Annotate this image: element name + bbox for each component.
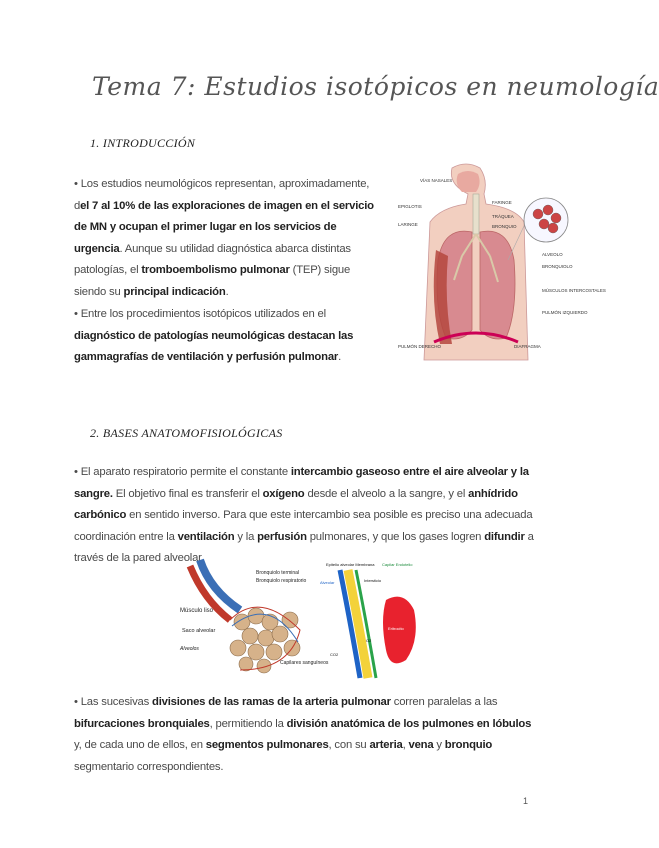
respiratory-system-illustration bbox=[396, 160, 606, 360]
svg-text:ALVEOLO: ALVEOLO bbox=[542, 252, 563, 257]
page-number: 1 bbox=[522, 796, 528, 806]
svg-text:Alveolar: Alveolar bbox=[320, 580, 335, 585]
svg-text:Bronquiolo terminal: Bronquiolo terminal bbox=[256, 570, 300, 576]
paragraph-intro-2: • Entre los procedimientos isotópicos utilizados en el diagnóstico de patologías neumológicas destacan las gammagrafías de ventilación y perfusión pulmonar. bbox=[74, 308, 354, 363]
alveoli-illustration bbox=[180, 560, 340, 678]
svg-text:Músculo liso: Músculo liso bbox=[180, 608, 214, 614]
svg-text:CO2: CO2 bbox=[330, 652, 339, 657]
svg-text:TRÁQUEA: TRÁQUEA bbox=[492, 214, 514, 219]
paragraph-intro-1: • Los estudios neumológicos representan, aproximadamente, del 7 al 10% de las exploraciones de imagen en el servicio de MN y ocupan el primer lugar en los servicios de urgencia. Aunque su utilidad diagnóstica abarca distintas patologías, el tromboembolismo pulmonar (TEP) sigue siendo su principal indicación. bbox=[74, 178, 374, 298]
svg-text:O2: O2 bbox=[366, 638, 372, 643]
svg-text:Saco alveolar: Saco alveolar bbox=[182, 628, 216, 634]
svg-text:PULMÓN DERECHO: PULMÓN DERECHO bbox=[398, 344, 442, 349]
svg-text:Eritrocito: Eritrocito bbox=[388, 626, 404, 631]
svg-text:Alveolos: Alveolos bbox=[180, 646, 199, 652]
paragraph-bases-2: • Las sucesivas divisiones de las ramas de la arteria pulmonar corren paralelas a las bifurcaciones bronquiales, permitiendo la división anatómica de los pulmones en lóbulos y, de cada uno de ellos, en segmentos pulmonares, con su arteria, vena y bronquio segmentario correspondientes. bbox=[74, 696, 532, 773]
svg-text:DIAFRAGMA: DIAFRAGMA bbox=[514, 344, 541, 349]
paragraph-bases-1: • El aparato respiratorio permite el constante intercambio gaseoso entre el aire alveolar y la sangre. El objetivo final es transferir el oxígeno desde el alveolo a la sangre, y el anhídrido carbónico en sentido inverso. Para que este intercambio sea posible es preciso una adecuada coordinación entre la ventilación y la perfusión pulmonares, y que los gases logren difundir a través de la pared alveolar. bbox=[74, 466, 534, 564]
svg-text:LARINGE: LARINGE bbox=[398, 222, 418, 227]
svg-text:BRONQUIO: BRONQUIO bbox=[492, 224, 517, 229]
section-heading-introduccion: 1. INTRODUCCIÓN bbox=[90, 136, 196, 150]
svg-text:Epitelio alveolar Membrana: Epitelio alveolar Membrana bbox=[326, 562, 375, 567]
svg-text:BRONQUIOLO: BRONQUIOLO bbox=[542, 264, 573, 269]
svg-text:VÍAS NASALES: VÍAS NASALES bbox=[420, 178, 453, 183]
svg-text:MÚSCULOS INTERCOSTALES: MÚSCULOS INTERCOSTALES bbox=[542, 288, 606, 293]
page-title: Tema 7: Estudios isotópicos en neumología bbox=[92, 72, 659, 101]
section-heading-bases: 2. BASES ANATOMOFISIOLÓGICAS bbox=[90, 426, 283, 440]
svg-text:EPIGLOTIS: EPIGLOTIS bbox=[398, 204, 422, 209]
svg-text:Bronquiolo respiratorio: Bronquiolo respiratorio bbox=[256, 578, 307, 584]
svg-text:Intersticio: Intersticio bbox=[364, 578, 382, 583]
svg-text:FARINGE: FARINGE bbox=[492, 200, 512, 205]
svg-text:Capilares sanguíneos: Capilares sanguíneos bbox=[280, 660, 329, 666]
alveolar-membrane-illustration bbox=[320, 560, 420, 678]
svg-text:Capilar Endotelio: Capilar Endotelio bbox=[382, 562, 413, 567]
svg-text:PULMÓN IZQUIERDO: PULMÓN IZQUIERDO bbox=[542, 310, 588, 315]
